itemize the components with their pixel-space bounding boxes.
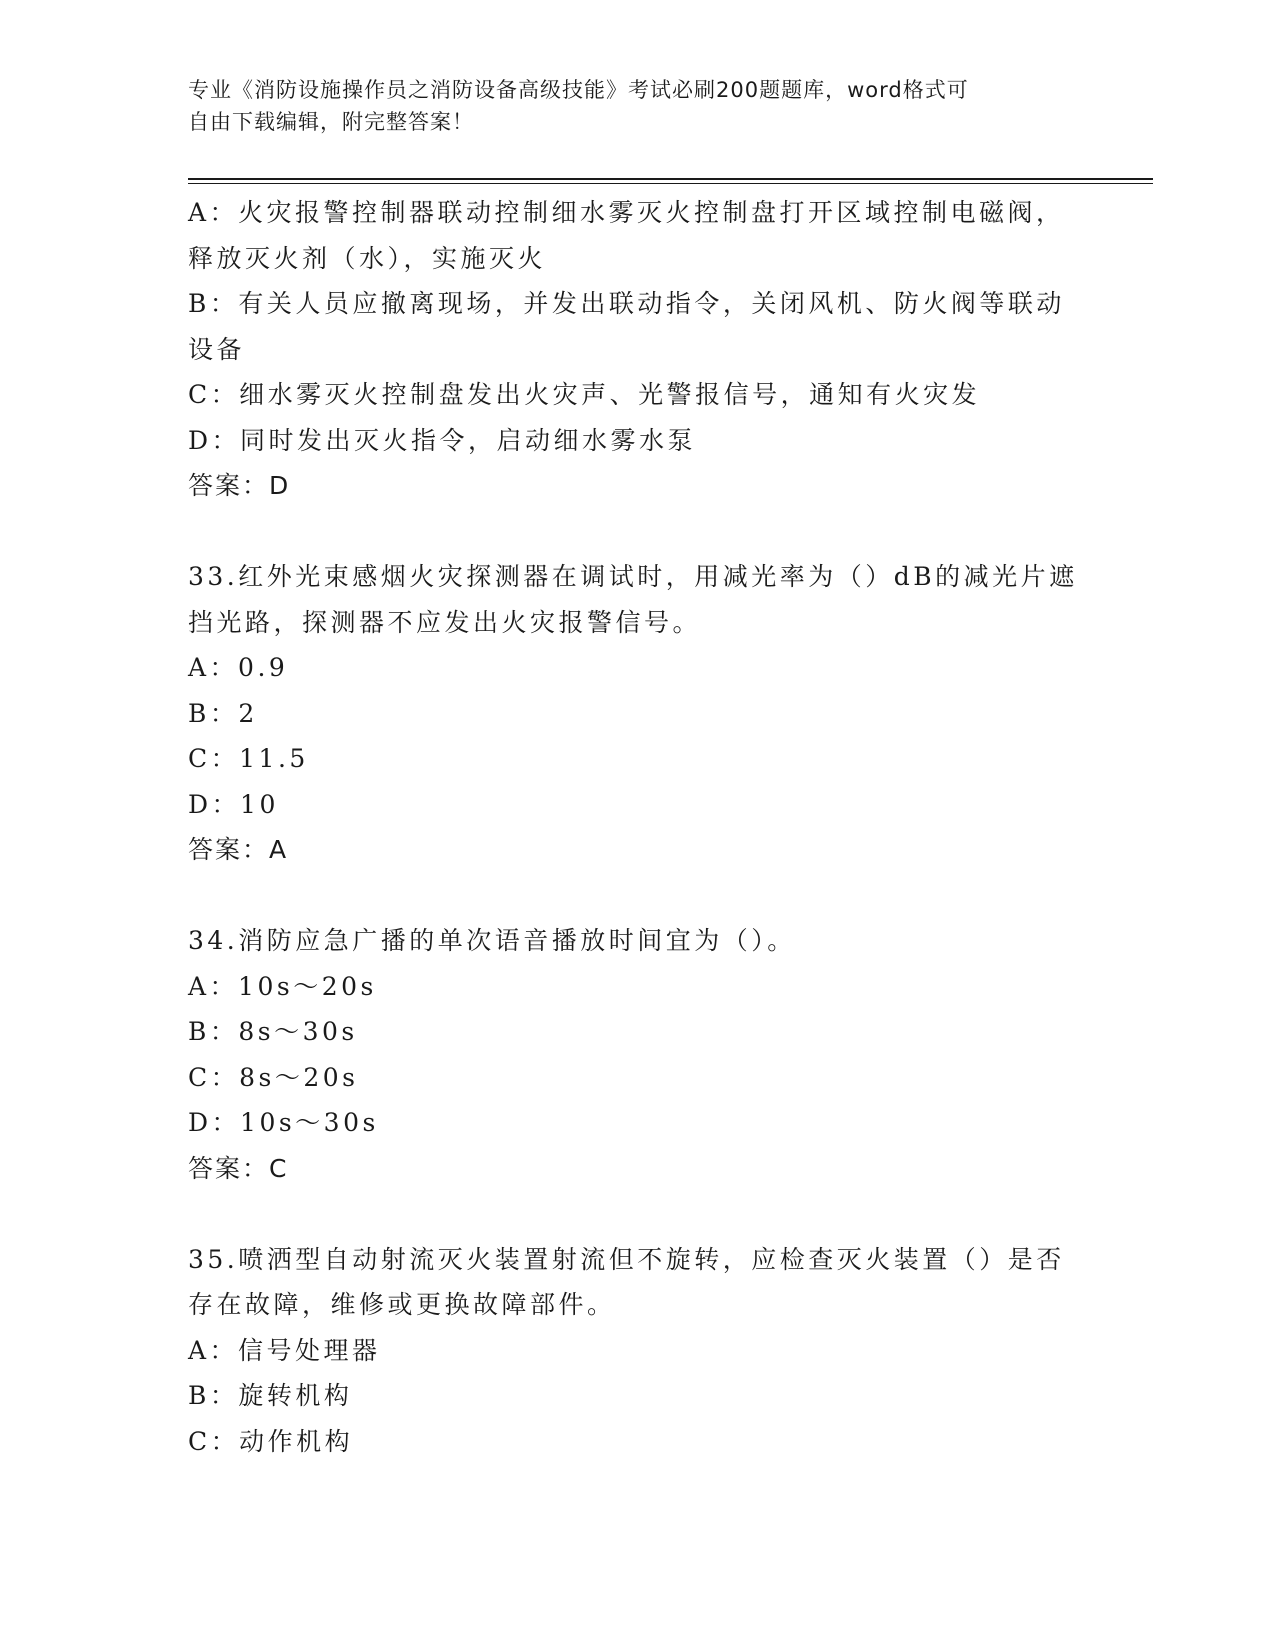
q32-answer: 答案：D xyxy=(188,471,291,500)
q35-option-b: B：旋转机构 xyxy=(188,1381,353,1410)
header-divider-thin xyxy=(188,183,1153,184)
q32-option-b-line-1: B：有关人员应撤离现场，并发出联动指令，关闭风机、防火阀等联动 xyxy=(188,289,1065,318)
question-33 xyxy=(188,554,1088,873)
q32-option-a-line-2: 释放灭火剂（水），实施灭火 xyxy=(188,243,547,273)
q32-option-b-line-2: 设备 xyxy=(188,334,246,364)
question-34 xyxy=(188,918,1088,1191)
q34-answer: 答案：C xyxy=(188,1153,289,1183)
spacer xyxy=(188,509,1088,555)
header-divider-thick xyxy=(188,178,1153,180)
q32-option-c: C：细水雾灭火控制盘发出火灾声、光警报信号，通知有火灾发 xyxy=(188,380,981,409)
q33-option-a: A：0.9 xyxy=(188,653,289,682)
q33-option-b: B：2 xyxy=(188,698,258,728)
q34-option-c: C：8s～20s xyxy=(188,1062,359,1092)
spacer xyxy=(188,873,1088,919)
question-list xyxy=(188,190,1088,1464)
q34-option-b: B：8s～30s xyxy=(188,1017,358,1046)
q33-option-d: D：10 xyxy=(188,789,279,819)
q32-option-d: D：同时发出灭火指令，启动细水雾水泵 xyxy=(188,425,697,455)
q33-stem-line-2: 挡光路，探测器不应发出火灾报警信号。 xyxy=(188,607,702,637)
q33-option-c: C：11.5 xyxy=(188,744,309,773)
question-35 xyxy=(188,1237,1088,1465)
q33-answer: 答案：A xyxy=(188,835,289,864)
q32-option-a-line-1: A：火灾报警控制器联动控制细水雾灭火控制盘打开区域控制电磁阀， xyxy=(188,198,1065,227)
q33-stem-line-1: 33.红外光束感烟火灾探测器在调试时，用减光率为（）dB的减光片遮 xyxy=(188,562,1078,591)
spacer xyxy=(188,1191,1088,1237)
q34-option-d: D：10s～30s xyxy=(188,1108,379,1137)
q35-option-a: A：信号处理器 xyxy=(188,1335,381,1365)
q35-option-c: C：动作机构 xyxy=(188,1426,354,1456)
q34-option-a: A：10s～20s xyxy=(188,971,377,1001)
document-header xyxy=(188,74,1068,138)
header-line-2: 自由下载编辑，附完整答案！ xyxy=(188,110,474,134)
q35-stem-line-1: 35.喷洒型自动射流灭火装置射流但不旋转，应检查灭火装置（）是否 xyxy=(188,1244,1065,1274)
header-line-1: 专业《消防设施操作员之消防设备高级技能》考试必刷200题题库，word格式可 xyxy=(188,78,969,102)
question-32 xyxy=(188,190,1088,509)
q35-stem-line-2: 存在故障，维修或更换故障部件。 xyxy=(188,1290,616,1319)
q34-stem: 34.消防应急广播的单次语音播放时间宜为（）。 xyxy=(188,926,796,955)
